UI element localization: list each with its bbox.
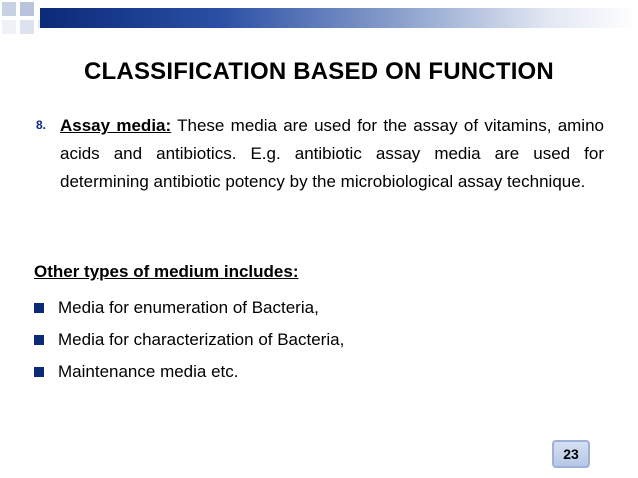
bullet-list bbox=[34, 292, 344, 388]
slide-title: CLASSIFICATION BASED ON FUNCTION bbox=[84, 58, 554, 85]
header-decoration bbox=[0, 0, 638, 40]
subheading: Other types of medium includes: bbox=[34, 262, 299, 281]
list-item bbox=[34, 292, 344, 324]
item-number: 8. bbox=[36, 118, 47, 132]
list-item bbox=[34, 324, 344, 356]
decor-square bbox=[20, 2, 34, 16]
decor-square bbox=[2, 2, 16, 16]
item-paragraph bbox=[60, 112, 604, 196]
bullet-text: Maintenance media etc. bbox=[58, 362, 239, 381]
header-gradient-bar bbox=[40, 8, 638, 28]
item-text: These media are used for the assay of vitamins, amino acids and antibiotics. E.g. antibiotic assay media are used for determining antibiotic potency by the microbiological assay technique. bbox=[60, 116, 604, 191]
list-item bbox=[34, 356, 344, 388]
item-term: Assay media: bbox=[60, 116, 172, 135]
square-bullet-icon bbox=[34, 303, 44, 313]
square-bullet-icon bbox=[34, 367, 44, 377]
square-bullet-icon bbox=[34, 335, 44, 345]
decor-square bbox=[20, 20, 34, 34]
page-number-badge: 23 bbox=[552, 440, 590, 468]
bullet-text: Media for enumeration of Bacteria, bbox=[58, 298, 319, 317]
bullet-text: Media for characterization of Bacteria, bbox=[58, 330, 345, 349]
decor-square bbox=[2, 20, 16, 34]
